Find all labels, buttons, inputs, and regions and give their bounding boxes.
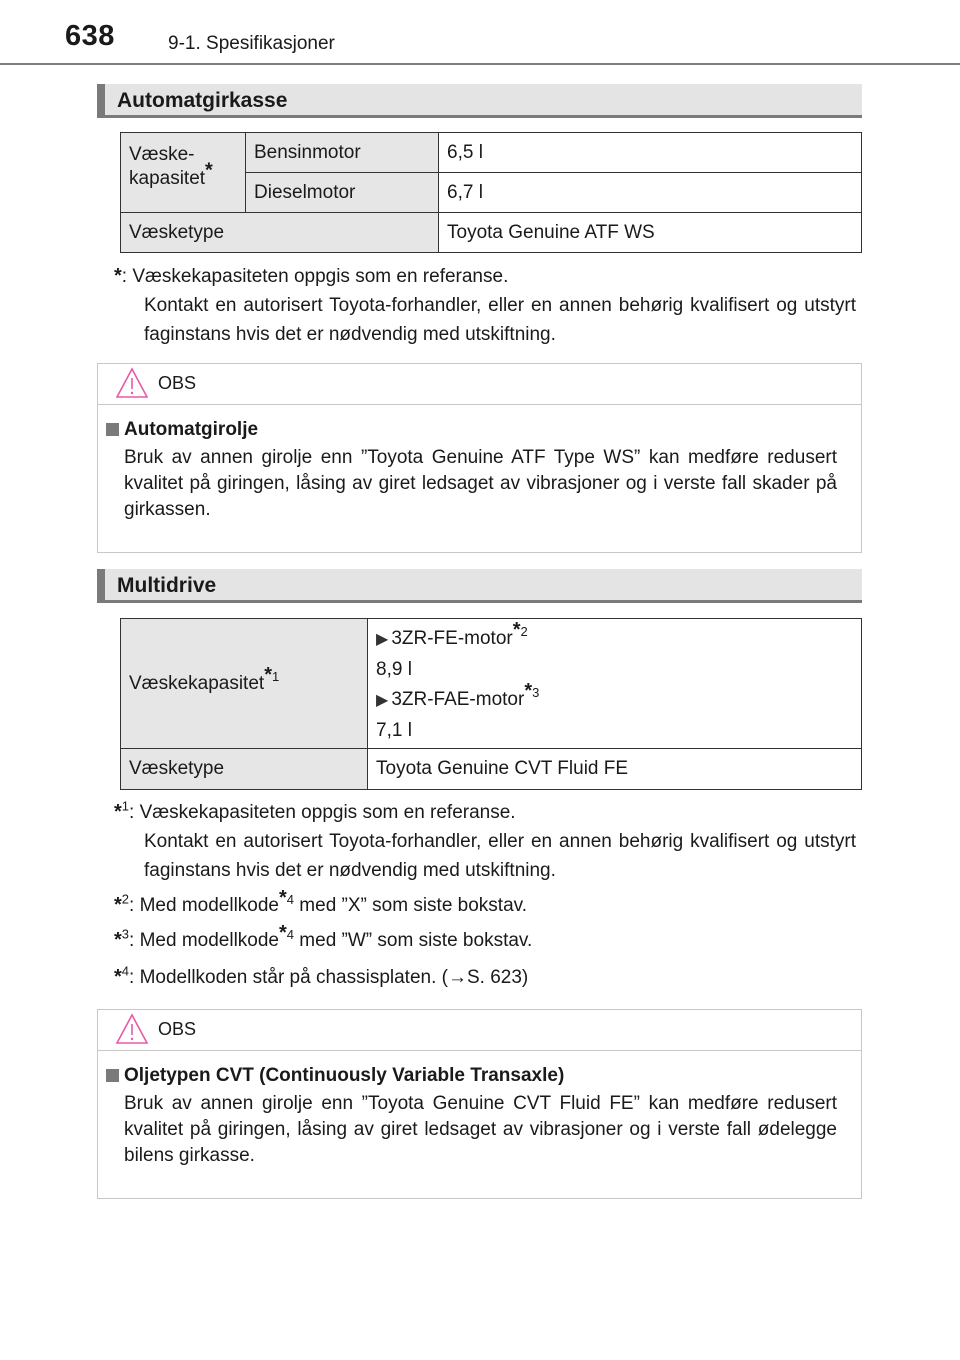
section-heading-automatgirkasse bbox=[97, 84, 862, 118]
heading-bar bbox=[97, 84, 105, 115]
section-title: Multidrive bbox=[117, 574, 217, 597]
footnote: *$^1$: Væskekapasiteten oppgis som en referanse. Kontakt en autorisert Toyota-forhandler, eller en annen behørig kvalifisert og utstyrt faginstans hvis det er nødvendig med utskiftning. bbox=[114, 798, 856, 881]
obs-text: Bruk av annen girolje enn ”Toyota Genuine CVT Fluid FE” kan medføre redusert kvalitet på giringen, låsing av giret ledsaget av vibrasjoner og i verste fall ødelegge bilens girkasse. bbox=[124, 1093, 837, 1166]
heading-bar bbox=[97, 569, 105, 600]
capacity-value-cell: ▶ 3ZR-FE-motor$^{*2}$ 8,9 l ▶ 3ZR-FAE-motor$^{*3}$ 7,1 l bbox=[368, 619, 862, 749]
section-title: Automatgirkasse bbox=[117, 89, 288, 112]
obs-text: Bruk av annen girolje enn ”Toyota Genuine ATF Type WS” kan medføre redusert kvalitet på giringen, låsing av giret ledsaget av vibrasjoner og i verste fall skader på girkassen. bbox=[124, 447, 837, 520]
capacity-label-cell: Væskekapasitet$^{*1}$ bbox=[121, 619, 368, 749]
obs-title: Automatgirolje bbox=[124, 419, 259, 440]
automat-spec-table bbox=[120, 132, 862, 253]
header-divider bbox=[0, 63, 960, 65]
arrow-right-icon: → bbox=[447, 967, 467, 988]
obs-label: OBS bbox=[158, 1019, 197, 1039]
value-cell: 6,7 l bbox=[439, 173, 862, 213]
fluid-type-value: Toyota Genuine ATF WS bbox=[439, 213, 862, 253]
footnote: *: Væskekapasiteten oppgis som en referanse. Kontakt en autorisert Toyota-forhandler, eller en annen behørig kvalifisert og utstyrt faginstans hvis det er nødvendig med utskiftning. bbox=[114, 265, 856, 345]
table-row bbox=[121, 619, 862, 749]
obs-box bbox=[97, 1009, 862, 1199]
triangle-pointer-icon: ▶ bbox=[376, 630, 389, 648]
chapter-title: 9-1. Spesifikasjoner bbox=[168, 33, 335, 54]
obs-label: OBS bbox=[158, 373, 197, 393]
warning-triangle-icon bbox=[115, 367, 149, 399]
warning-triangle-icon bbox=[115, 1013, 149, 1045]
table-row bbox=[121, 213, 862, 253]
table-row bbox=[121, 133, 862, 173]
table-row bbox=[121, 749, 862, 790]
fluid-type-label: Væsketype bbox=[121, 213, 439, 253]
square-bullet-icon bbox=[106, 1069, 119, 1082]
obs-box bbox=[97, 363, 862, 553]
fluid-type-value: Toyota Genuine CVT Fluid FE bbox=[368, 749, 862, 790]
section-heading-multidrive bbox=[97, 569, 862, 603]
engine-cell: Bensinmotor bbox=[246, 133, 439, 173]
multidrive-spec-table bbox=[120, 618, 862, 790]
value-cell: 6,5 l bbox=[439, 133, 862, 173]
fluid-type-label: Væsketype bbox=[121, 749, 368, 790]
capacity-label-cell: Væske- kapasitet* bbox=[121, 133, 246, 213]
square-bullet-icon bbox=[106, 423, 119, 436]
page-number: 638 bbox=[65, 20, 115, 52]
triangle-pointer-icon: ▶ bbox=[376, 691, 389, 709]
engine-cell: Dieselmotor bbox=[246, 173, 439, 213]
obs-title: Oljetypen CVT (Continuously Variable Transaxle) bbox=[124, 1065, 565, 1086]
